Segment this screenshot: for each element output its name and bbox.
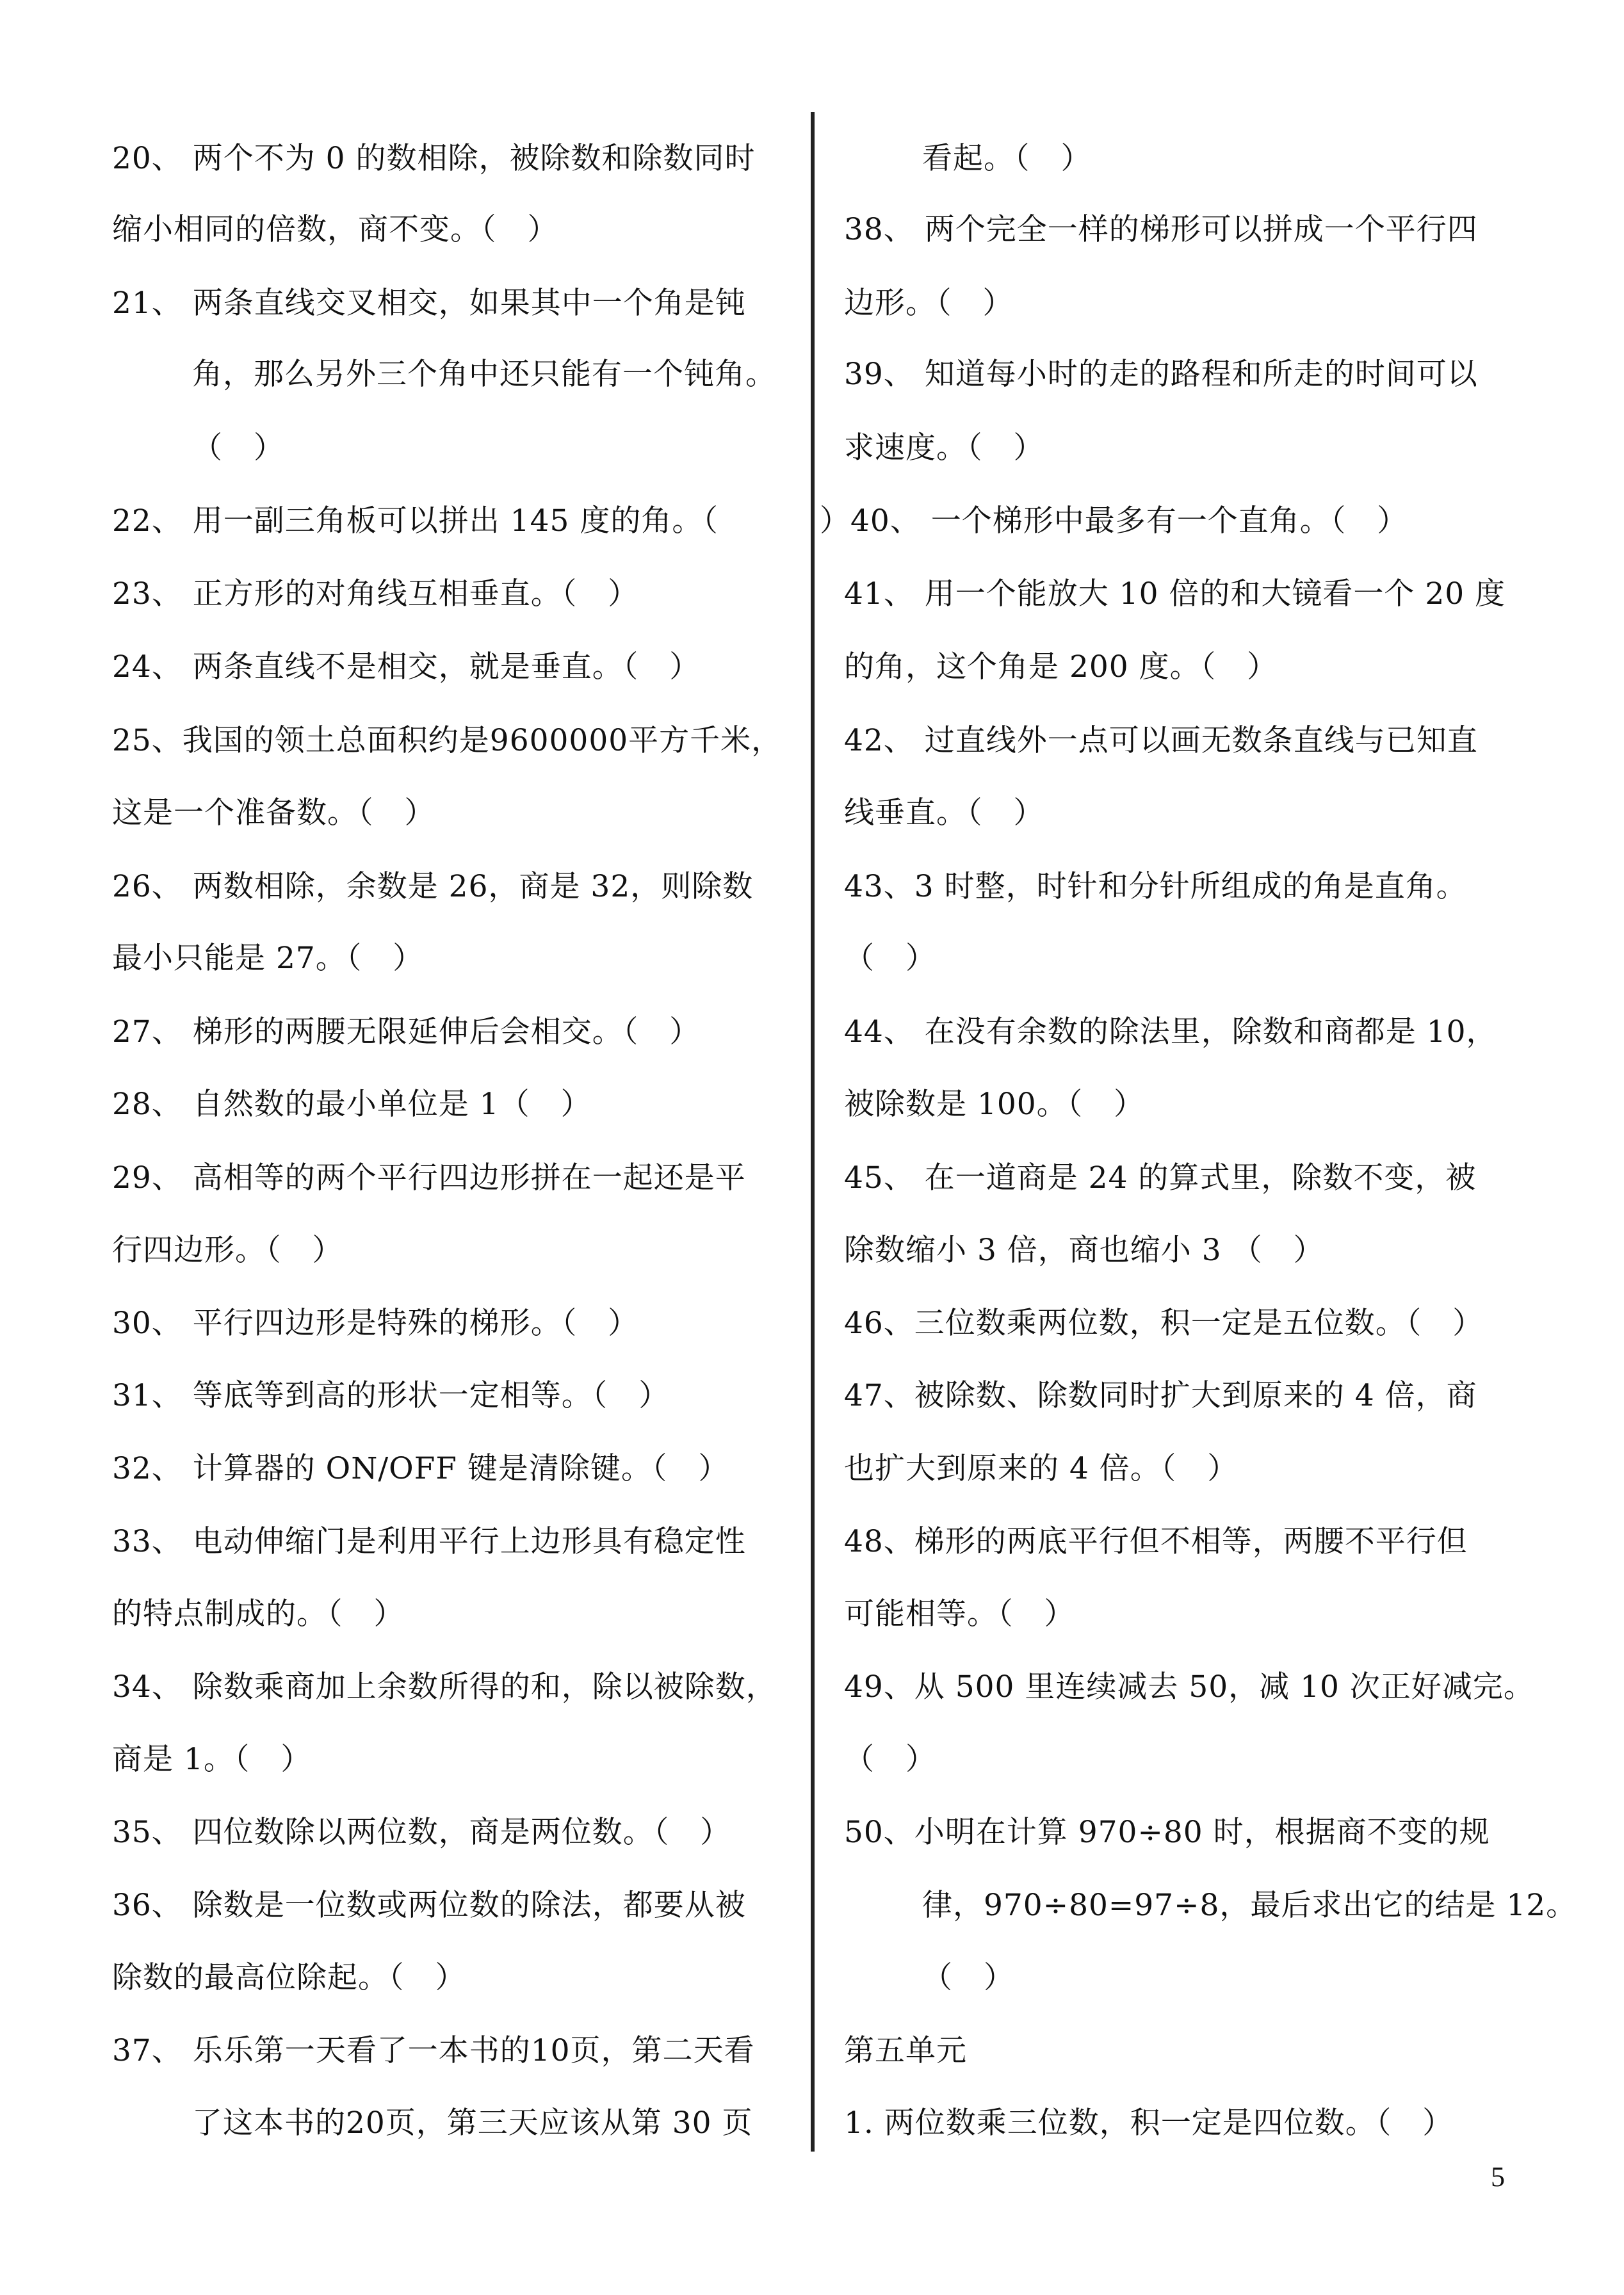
left-line-4: 角，那么另外三个角中还只能有一个钝角。 [192, 357, 776, 392]
left-line-2: 缩小相同的倍数，商不变。（ ） [112, 212, 558, 247]
left-line-11: 26、 两数相除，余数是 26，商是 32，则除数 [112, 869, 754, 904]
left-line-3: 21、 两条直线交叉相交，如果其中一个角是钝 [112, 286, 746, 321]
right-line-25: 律，970÷80=97÷8，最后求出它的结是 12。 [922, 1888, 1577, 1923]
left-line-23: 商是 1。（ ） [112, 1742, 312, 1777]
left-line-28: 了这本书的20页，第三天应该从第 30 页 [192, 2105, 753, 2141]
left-line-18: 31、 等底等到高的形状一定相等。（ ） [112, 1378, 670, 1413]
right-line-23: （ ） [844, 1742, 936, 1777]
right-line-13: 44、 在没有余数的除法里，除数和商都是 10， [844, 1014, 1497, 1050]
left-line-27: 37、 乐乐第一天看了一本书的10页，第二天看 [112, 2033, 755, 2068]
right-line-12: （ ） [844, 941, 936, 976]
column-divider [811, 112, 815, 2152]
left-line-7: 23、 正方形的对角线互相垂直。（ ） [112, 576, 639, 612]
right-line-19: 也扩大到原来的 4 倍。（ ） [844, 1451, 1238, 1486]
left-line-17: 30、 平行四边形是特殊的梯形。（ ） [112, 1306, 639, 1341]
right-line-24: 50、小明在计算 970÷80 时，根据商不变的规 [844, 1815, 1490, 1850]
left-line-20: 33、 电动伸缩门是利用平行上边形具有稳定性 [112, 1524, 746, 1559]
right-line-10: 线垂直。（ ） [844, 795, 1044, 831]
right-line-16: 除数缩小 3 倍，商也缩小 3 （ ） [844, 1233, 1324, 1268]
right-line-3: 边形。（ ） [844, 286, 1014, 321]
right-line-17: 46、三位数乘两位数，积一定是五位数。（ ） [844, 1306, 1484, 1341]
left-line-10: 这是一个准备数。（ ） [112, 795, 435, 831]
left-line-12: 最小只能是 27。（ ） [112, 941, 424, 976]
right-line-5: 求速度。（ ） [844, 430, 1044, 466]
right-line-15: 45、 在一道商是 24 的算式里，除数不变，被 [844, 1160, 1477, 1196]
right-line-2: 38、 两个完全一样的梯形可以拼成一个平行四 [844, 212, 1478, 247]
right-line-7: 41、 用一个能放大 10 倍的和大镜看一个 20 度 [844, 576, 1506, 612]
right-line-4: 39、 知道每小时的走的路程和所走的时间可以 [844, 357, 1478, 392]
left-line-26: 除数的最高位除起。（ ） [112, 1960, 466, 1995]
left-line-16: 行四边形。（ ） [112, 1233, 343, 1268]
right-line-1: 看起。（ ） [922, 141, 1092, 176]
left-line-15: 29、 高相等的两个平行四边形拼在一起还是平 [112, 1160, 746, 1196]
left-line-9: 25、我国的领土总面积约是9600000平方千米， [112, 723, 783, 758]
right-line-18: 47、被除数、除数同时扩大到原来的 4 倍，商 [844, 1378, 1477, 1413]
right-line-9: 42、 过直线外一点可以画无数条直线与已知直 [844, 723, 1478, 758]
left-line-14: 28、 自然数的最小单位是 1（ ） [112, 1087, 592, 1122]
left-line-1: 20、 两个不为 0 的数相除，被除数和除数同时 [112, 141, 756, 176]
right-line-28: 1. 两位数乘三位数，积一定是四位数。（ ） [844, 2105, 1454, 2141]
left-line-19: 32、 计算器的 ON/OFF 键是清除键。（ ） [112, 1451, 729, 1486]
right-line-20: 48、梯形的两底平行但不相等，两腰不平行但 [844, 1524, 1468, 1559]
left-line-13: 27、 梯形的两腰无限延伸后会相交。（ ） [112, 1014, 701, 1050]
left-line-21: 的特点制成的。（ ） [112, 1596, 405, 1632]
left-line-25: 36、 除数是一位数或两位数的除法，都要从被 [112, 1888, 746, 1923]
right-line-11: 43、3 时整，时针和分针所组成的角是直角。 [844, 869, 1467, 904]
right-line-21: 可能相等。（ ） [844, 1596, 1075, 1632]
left-line-24: 35、 四位数除以两位数，商是两位数。（ ） [112, 1815, 731, 1850]
page-number: 5 [1491, 2161, 1505, 2193]
right-line-26: （ ） [922, 1960, 1014, 1995]
right-line-6: ）40、 一个梯形中最多有一个直角。（ ） [820, 503, 1408, 539]
right-line-14: 被除数是 100。（ ） [844, 1087, 1145, 1122]
right-line-8: 的角，这个角是 200 度。（ ） [844, 649, 1278, 685]
right-line-22: 49、从 500 里连续减去 50，减 10 次正好减完。 [844, 1669, 1534, 1705]
right-line-27: 第五单元 [844, 2033, 967, 2068]
left-line-22: 34、 除数乘商加上余数所得的和，除以被除数， [112, 1669, 777, 1705]
left-line-8: 24、 两条直线不是相交，就是垂直。（ ） [112, 649, 701, 685]
left-line-6: 22、 用一副三角板可以拼出 145 度的角。（ [112, 503, 719, 539]
left-line-5: （ ） [192, 430, 284, 466]
